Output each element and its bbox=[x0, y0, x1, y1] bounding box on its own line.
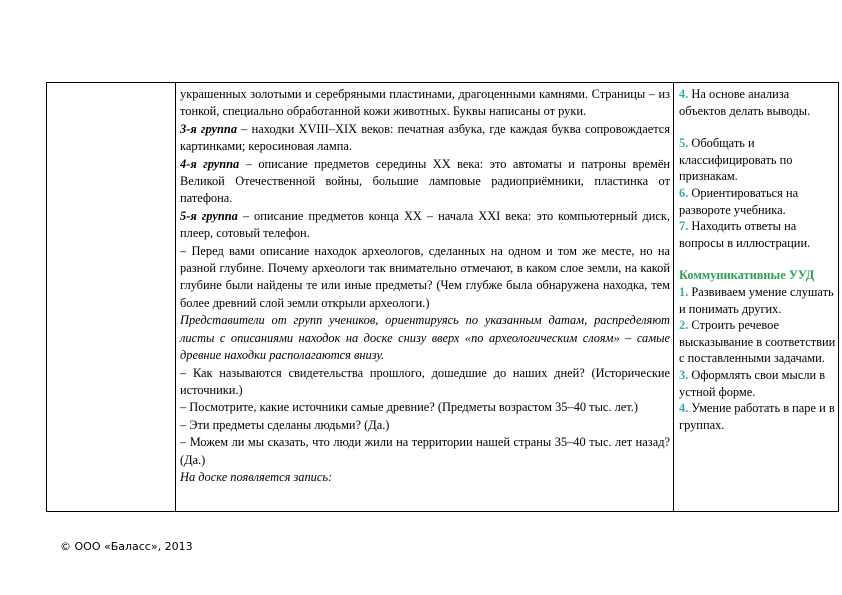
paragraph-board-note: На доске появляется запись: bbox=[180, 469, 333, 484]
uud-item-text: Строить речевое высказывание в соответствии с поставленными задачами. bbox=[679, 318, 836, 366]
uud-item bbox=[679, 317, 837, 367]
paragraph-question-sources: – Как называются свидетельства прошлого, дошедшие до наших дней? (Исторические источники.) bbox=[180, 365, 670, 397]
uud-item-text: Находить ответы на вопросы в иллюстрации. bbox=[679, 219, 811, 250]
uud-item bbox=[679, 284, 837, 317]
uud-column bbox=[679, 86, 837, 433]
group-4-text: – описание предметов середины XX века: это автоматы и патроны времён Великой Отечественной войны, большие ламповые радиоприёмники, пластинка от патефона. bbox=[180, 156, 670, 206]
paragraph-group-5 bbox=[180, 208, 670, 243]
lesson-content-column bbox=[180, 86, 670, 486]
group-5-text: – описание предметов конца XX – начала XXI века: это компьютерный диск, плеер, сотовый телефон. bbox=[180, 208, 670, 241]
uud-item-number: 6. bbox=[679, 185, 689, 200]
uud-item-number: 5. bbox=[679, 136, 689, 151]
paragraph-question-depth: – Перед вами описание находок археологов, сделанных на одном и том же месте, но на разной глубине. Почему археологи так внимательно отмечают, в каком слое земли, на какой глубине были найдены те или иные предметы? (Чем глубже была обнаружена находка, тем более древний слой земли открыли археологи.) bbox=[180, 243, 670, 310]
uud-item-number: 1. bbox=[679, 284, 689, 299]
column-divider-left bbox=[175, 83, 176, 511]
uud-item bbox=[679, 400, 837, 433]
uud-item bbox=[679, 135, 837, 185]
lesson-table bbox=[46, 82, 839, 512]
communicative-uud-heading: Коммуникативные УУД bbox=[679, 268, 815, 283]
group-4-label: 4-я группа bbox=[180, 156, 240, 171]
uud-item-text: Развиваем умение слушать и понимать других. bbox=[679, 284, 834, 316]
uud-item-text: Обобщать и классифицировать по признакам. bbox=[679, 136, 793, 184]
uud-item-number: 4. bbox=[679, 87, 689, 101]
column-divider-right bbox=[673, 83, 674, 511]
uud-item bbox=[679, 185, 837, 218]
paragraph-group-3 bbox=[180, 121, 670, 156]
copyright-footer: © ООО «Баласс», 2013 bbox=[60, 540, 193, 553]
uud-item-number: 3. bbox=[679, 367, 689, 382]
uud-item-number: 7. bbox=[679, 219, 689, 234]
group-5-label: 5-я группа bbox=[180, 208, 238, 223]
group-3-text: – находки XVIII–XIX веков: печатная азбука, где каждая буква сопровождается картинками; керосиновая лампа. bbox=[180, 121, 670, 154]
uud-item bbox=[679, 367, 837, 400]
uud-item-text: Оформлять свои мысли в устной форме. bbox=[679, 367, 826, 399]
uud-item bbox=[679, 86, 837, 119]
group-3-label: 3-я группа bbox=[180, 121, 238, 136]
paragraph-group-4 bbox=[180, 156, 670, 208]
paragraph-question-lived: – Можем ли мы сказать, что люди жили на территории нашей страны 35–40 тыс. лет назад? (Да.) bbox=[180, 435, 670, 467]
paragraph-question-made-by-people: – Эти предметы сделаны людьми? (Да.) bbox=[180, 417, 390, 432]
paragraph-question-oldest: – Посмотрите, какие источники самые древние? (Предметы возрастом 35–40 тыс. лет.) bbox=[180, 400, 639, 415]
uud-item-number: 2. bbox=[679, 318, 689, 333]
uud-item-text: Ориентироваться на развороте учебника. bbox=[679, 185, 799, 217]
paragraph-instruction: Представители от групп учеников, ориентируясь по указанным датам, распределяют листы с описаниями находок на доске снизу вверх «по археологическим слоям» – самые древние находки располагаются внизу. bbox=[180, 313, 670, 363]
uud-item-text: На основе анализа объектов делать выводы. bbox=[679, 87, 811, 118]
uud-item-number: 4. bbox=[679, 401, 689, 416]
paragraph-book-description: украшенных золотыми и серебряными пластинами, драгоценными камнями. Страницы – из тонкой, специально обработанной кожи животных. Буквы написаны от руки. bbox=[180, 87, 670, 119]
uud-item-text: Умение работать в паре и в группах. bbox=[679, 401, 835, 432]
uud-item bbox=[679, 218, 837, 251]
